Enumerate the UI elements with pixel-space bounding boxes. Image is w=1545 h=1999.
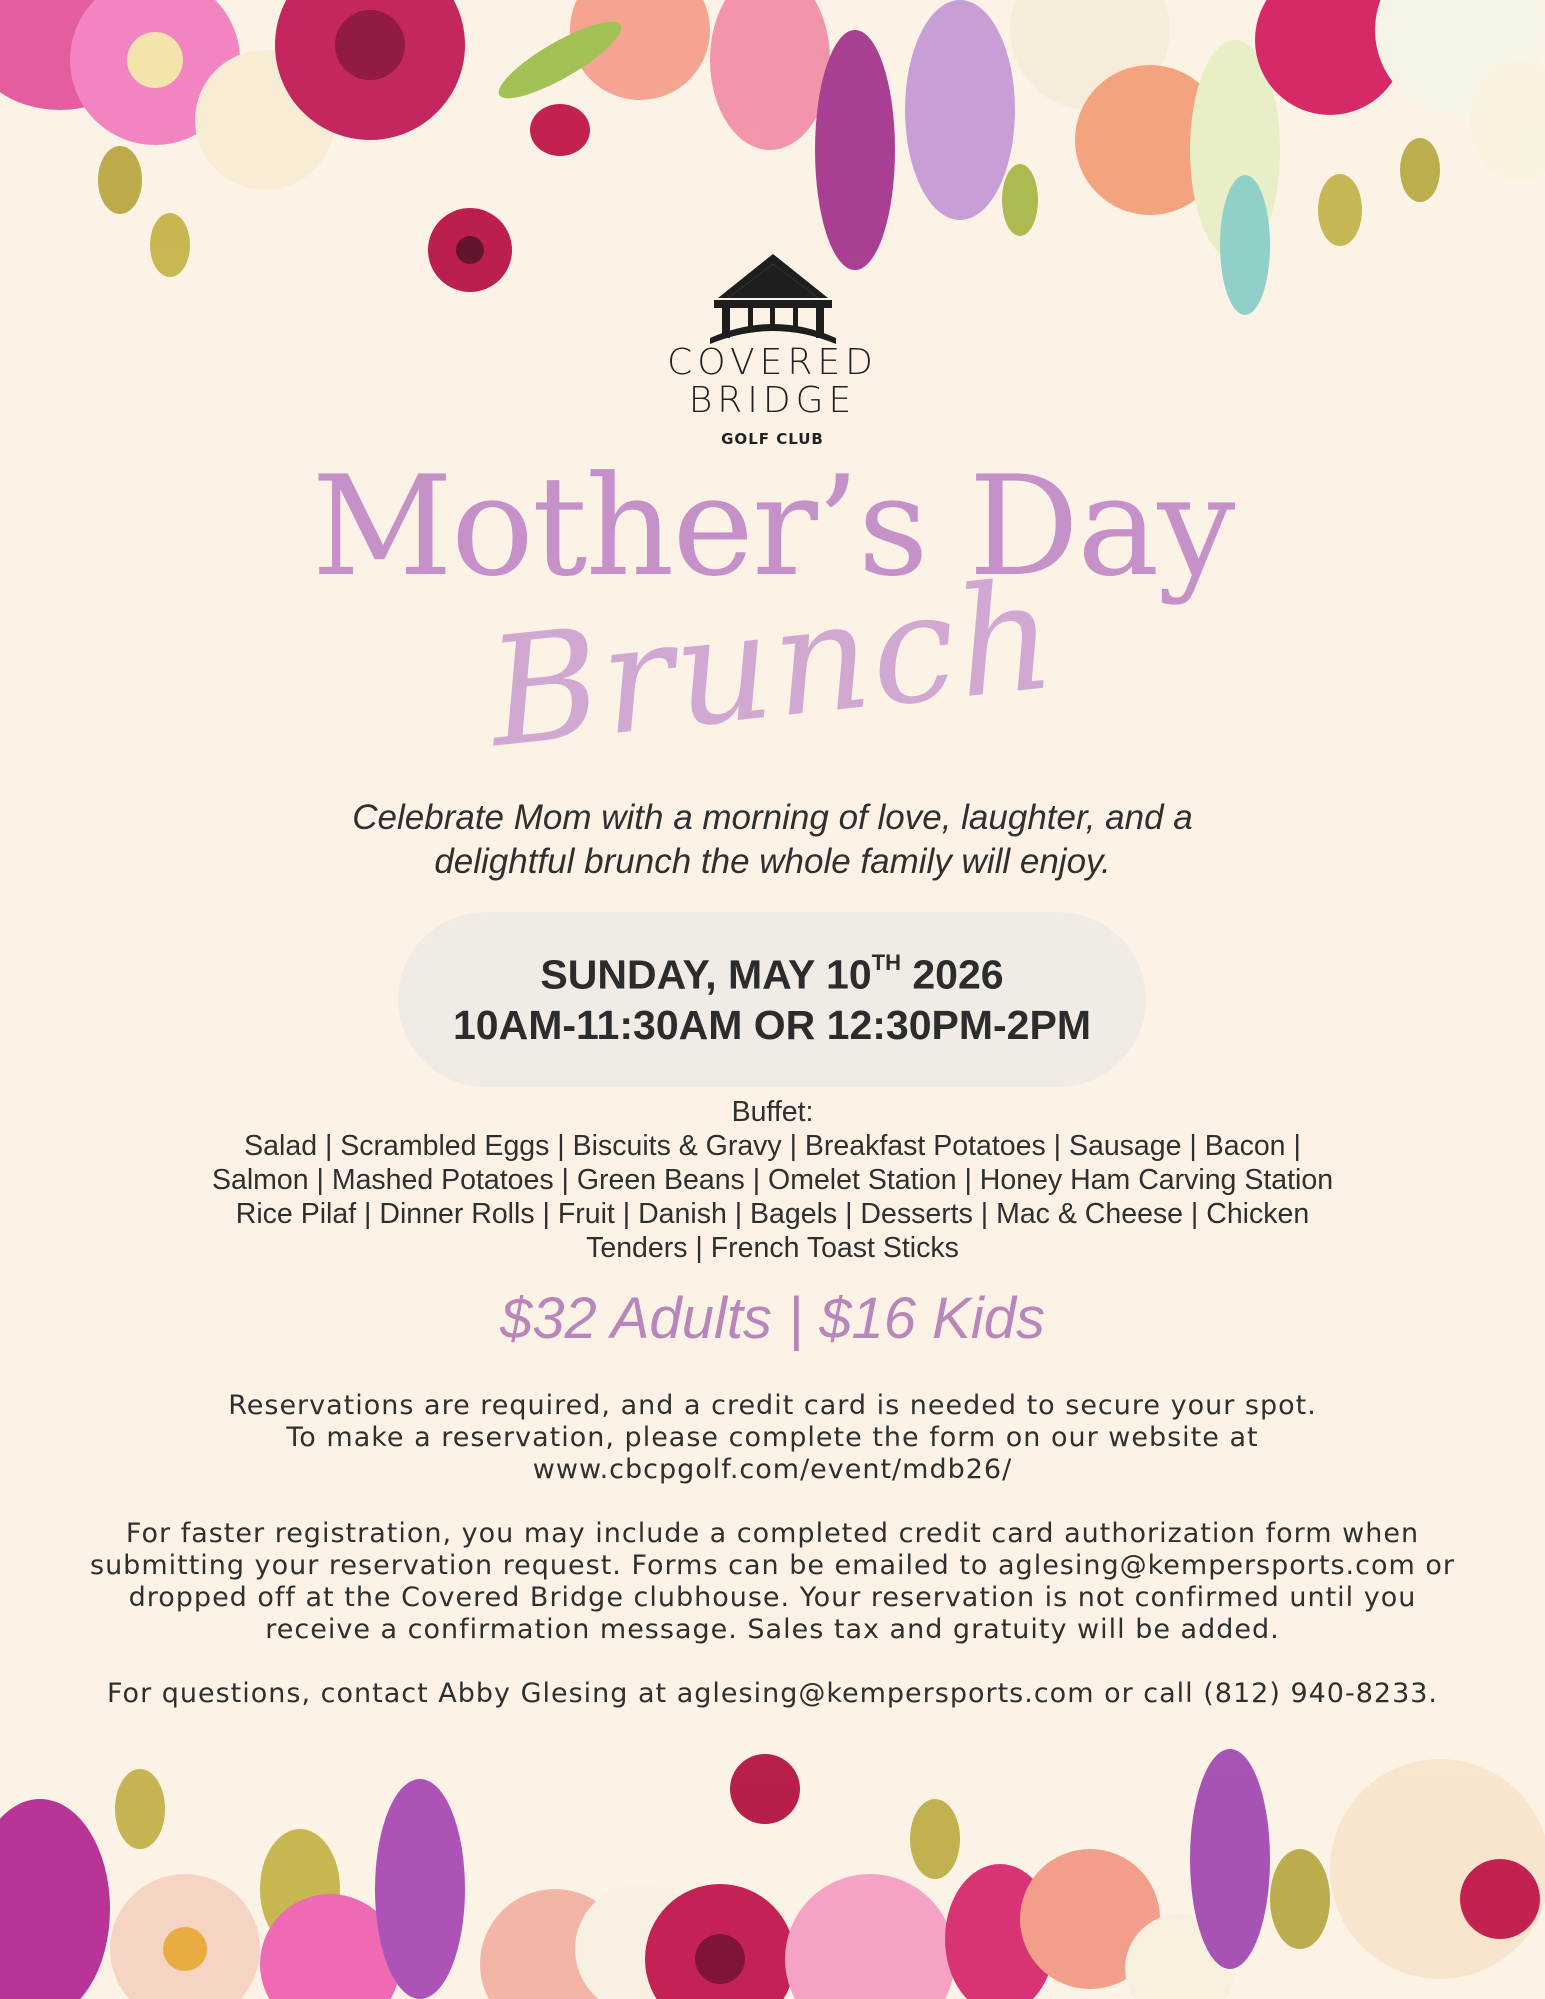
logo-text-line2: BRIDGE [688,380,857,421]
buffet-line: Rice Pilaf | Dinner Rolls | Fruit | Danish | Bagels | Desserts | Mac & Cheese | Chicken [235,1198,1310,1230]
reservation-details [0,1390,1545,1710]
event-date [398,942,1146,1000]
logo [0,248,1545,448]
registration-line: submitting your reservation request. Forms can be emailed to aglesing@kempersports.com or [90,1550,1455,1581]
event-times: 10AM-11:30AM OR 12:30PM-2PM [453,1001,1091,1048]
floral-border-bottom [0,1749,1545,1999]
buffet-menu [0,1095,1545,1265]
price-text: $32 Adults | $16 Kids [500,1286,1045,1351]
page-subtitle-script: Brunch [481,548,1064,782]
buffet-line: Salad | Scrambled Eggs | Biscuits & Gravy | Breakfast Potatoes | Sausage | Bacon | [244,1130,1301,1162]
logo-text-line3: GOLF CLUB [721,430,824,448]
buffet-line: Salmon | Mashed Potatoes | Green Beans | Omelet Station | Honey Ham Carving Station [211,1164,1334,1196]
registration-line: dropped off at the Covered Bridge clubhouse. Your reservation is not confirmed until you [128,1582,1417,1613]
page-title: Mother’s Day [311,446,1234,607]
intro-text [0,796,1545,884]
buffet-heading: Buffet: [731,1096,814,1128]
logo-text-line1: COVERED [667,342,878,383]
buffet-line: Tenders | French Toast Sticks [586,1232,959,1264]
intro-line: delightful brunch the whole family will enjoy. [434,842,1111,881]
event-date-ordinal: TH [871,950,901,975]
registration-line: receive a confirmation message. Sales tax and gratuity will be added. [265,1614,1280,1645]
intro-line: Celebrate Mom with a morning of love, laughter, and a [352,798,1193,837]
reservation-line: Reservations are required, and a credit card is needed to secure your spot. [228,1390,1317,1421]
registration-line: For faster registration, you may include a completed credit card authorization form when [125,1518,1420,1549]
contact-line: For questions, contact Abby Glesing at aglesing@kempersports.com or call (812) 940-8233. [106,1678,1439,1709]
event-date-prefix: SUNDAY, MAY 10 [540,951,872,998]
reservation-link[interactable]: www.cbcpgolf.com/event/mdb26/ [532,1454,1013,1485]
covered-bridge-icon [708,248,838,344]
reservation-line: To make a reservation, please complete the form on our website at [286,1422,1259,1453]
event-date-year: 2026 [900,951,1004,998]
event-date-pill [398,912,1146,1087]
